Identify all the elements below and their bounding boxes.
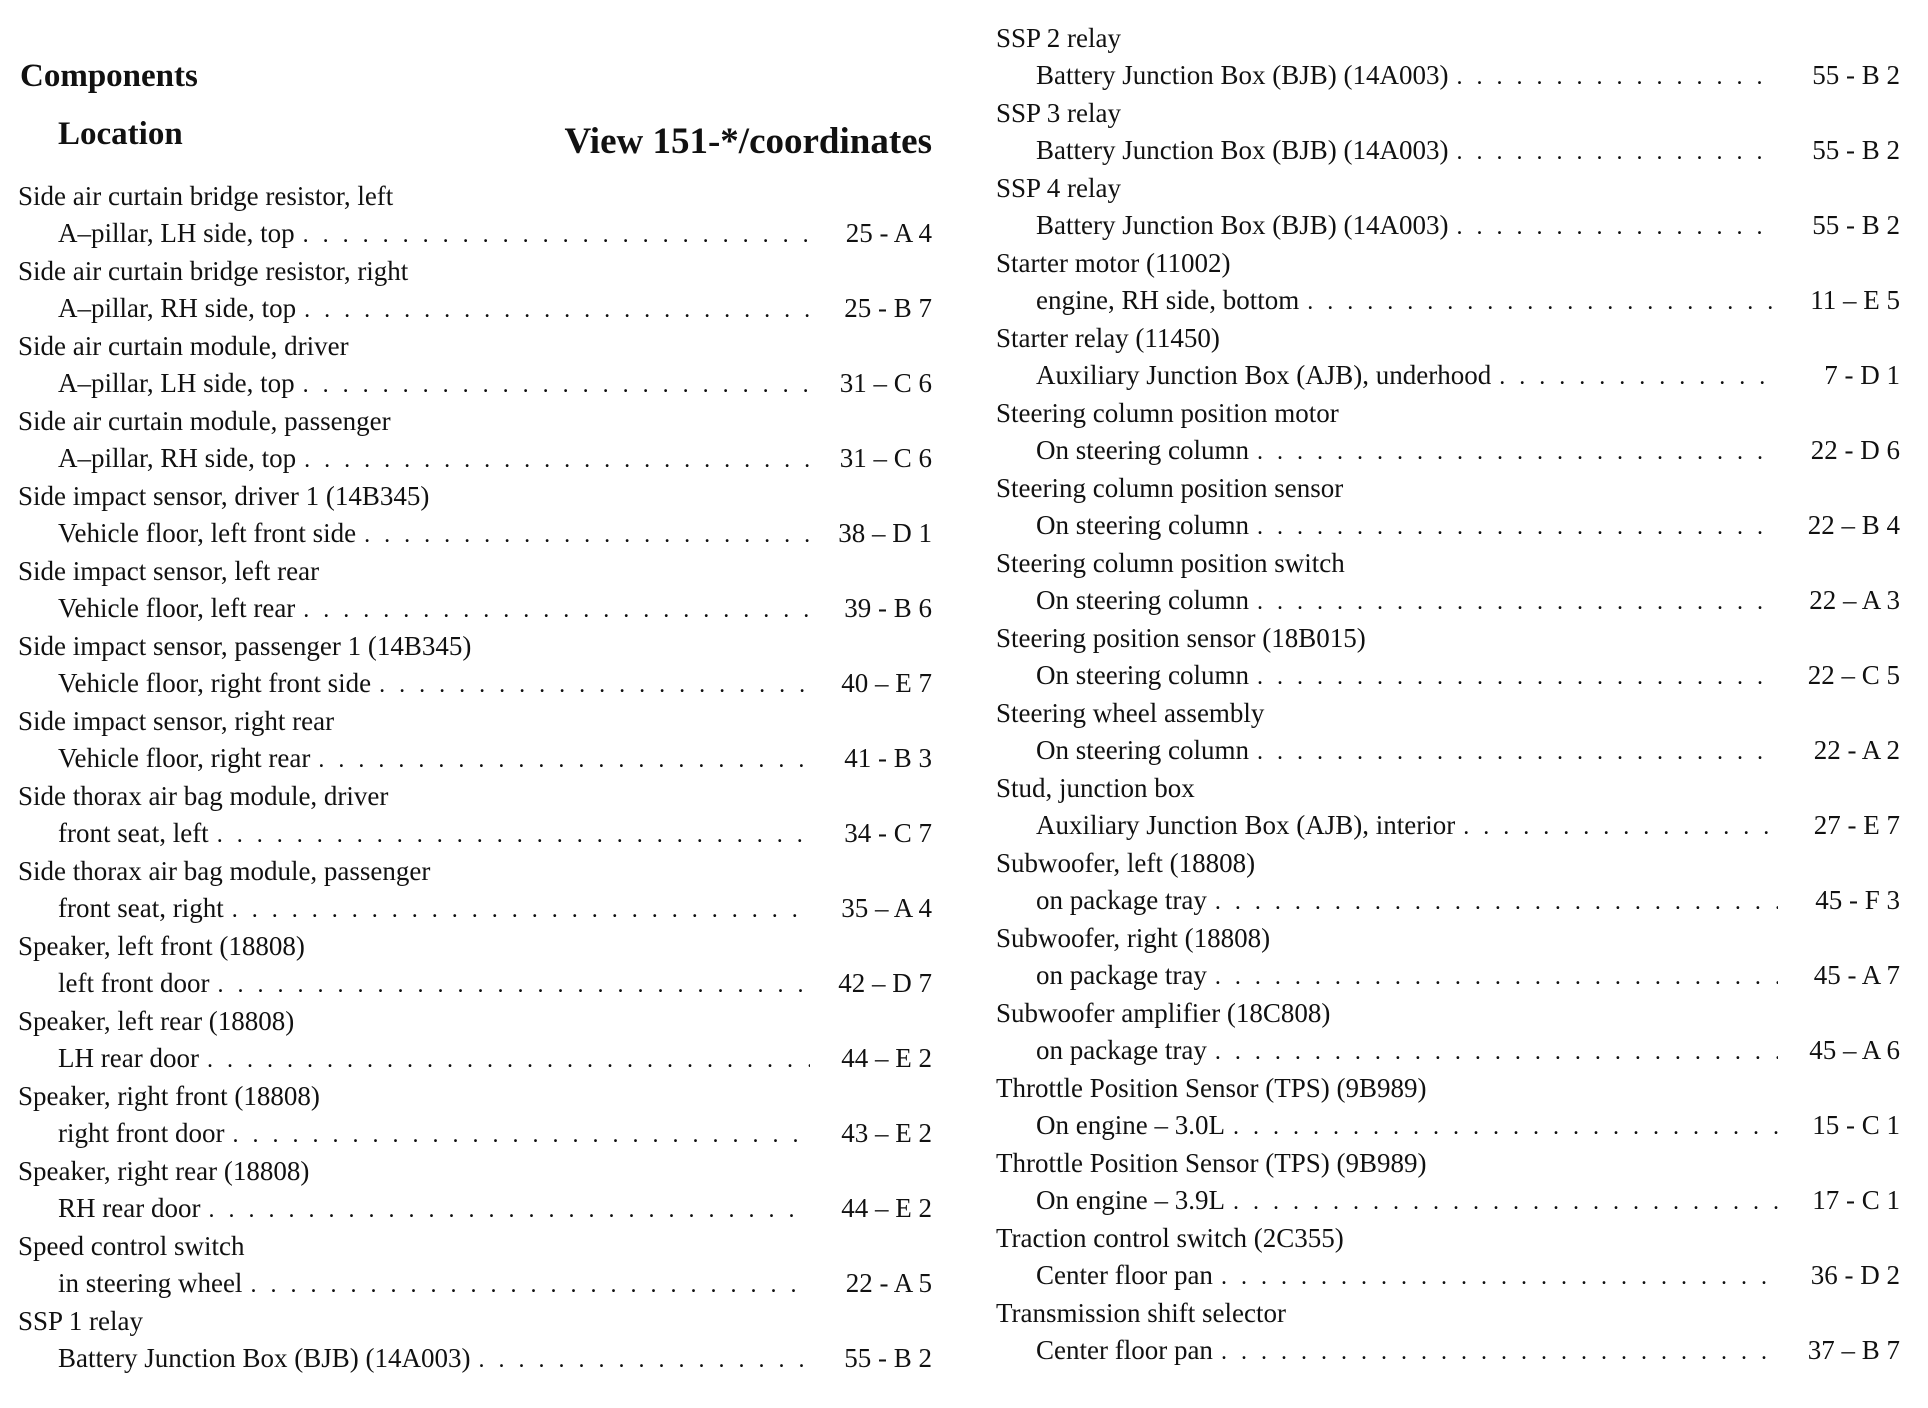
view-coordinate: 42 – D 7 [838, 968, 932, 998]
component-name: SSP 1 relay [18, 1306, 144, 1336]
component-name: Side air curtain module, passenger [18, 406, 391, 436]
dot-leader [1257, 434, 1778, 471]
view-coordinate: 38 – D 1 [838, 518, 932, 548]
component-name: Side impact sensor, right rear [18, 706, 335, 736]
location-text: front seat, left [58, 818, 209, 848]
component-entry [996, 19, 1900, 94]
view-coordinate: 37 – B 7 [1807, 1335, 1900, 1365]
view-coordinate: 25 - B 7 [844, 293, 932, 323]
view-coordinate: 22 - A 5 [845, 1268, 932, 1298]
dot-leader [1257, 659, 1778, 696]
location-text: RH rear door [58, 1193, 201, 1223]
component-name: SSP 2 relay [996, 23, 1122, 53]
dot-leader [1215, 1034, 1778, 1071]
location-text: On steering column [1036, 660, 1249, 690]
location-text: Battery Junction Box (BJB) (14A003) [1036, 135, 1449, 165]
location-line [18, 1265, 932, 1302]
view-coordinate: 43 – E 2 [841, 1118, 932, 1148]
location-line [18, 290, 932, 327]
component-entry [18, 327, 932, 402]
location-line [18, 1190, 932, 1227]
location-line [18, 965, 932, 1002]
component-entry [996, 94, 1900, 169]
dot-leader [304, 292, 810, 329]
location-line [996, 132, 1900, 169]
dot-leader [207, 1042, 810, 1079]
dot-leader [232, 1117, 810, 1154]
location-line [996, 1257, 1900, 1294]
component-name: Side air curtain module, driver [18, 331, 349, 361]
location-column-header: Location [58, 116, 183, 152]
section-title: Components [20, 58, 198, 94]
location-line [18, 215, 932, 252]
component-name: SSP 3 relay [996, 98, 1122, 128]
component-entry [996, 844, 1900, 919]
component-name: Starter motor (11002) [996, 248, 1231, 278]
dot-leader [304, 442, 810, 479]
dot-leader [379, 667, 810, 704]
view-coordinate: 39 - B 6 [844, 593, 932, 623]
view-coordinate: 45 – A 6 [1809, 1035, 1900, 1065]
dot-leader [303, 367, 810, 404]
location-text: A–pillar, RH side, top [58, 443, 297, 473]
location-text: on package tray [1036, 1035, 1207, 1065]
view-coordinate: 31 – C 6 [839, 443, 932, 473]
location-line [18, 590, 932, 627]
view-coordinate: 55 - B 2 [1812, 135, 1900, 165]
location-text: On steering column [1036, 435, 1249, 465]
component-entry [18, 1077, 932, 1152]
location-text: front seat, right [58, 893, 224, 923]
dot-leader [1221, 1334, 1778, 1371]
component-entry [18, 402, 932, 477]
component-name: Subwoofer amplifier (18C808) [996, 998, 1331, 1028]
location-text: A–pillar, LH side, top [58, 368, 295, 398]
component-name: Speaker, left rear (18808) [18, 1006, 295, 1036]
location-text: Battery Junction Box (BJB) (14A003) [58, 1343, 471, 1373]
location-text: Center floor pan [1036, 1335, 1213, 1365]
location-line [996, 57, 1900, 94]
location-line [996, 657, 1900, 694]
view-coordinate: 31 – C 6 [839, 368, 932, 398]
component-name: Traction control switch (2C355) [996, 1223, 1344, 1253]
dot-leader [1257, 734, 1778, 771]
component-entry [18, 552, 932, 627]
component-entry [996, 1144, 1900, 1219]
location-line [996, 732, 1900, 769]
heading-block [18, 58, 932, 174]
location-text: A–pillar, RH side, top [58, 293, 297, 323]
component-name: Steering column position motor [996, 398, 1339, 428]
location-line [18, 365, 932, 402]
view-coordinate: 45 - F 3 [1815, 885, 1900, 915]
component-entry [996, 394, 1900, 469]
location-line [18, 1115, 932, 1152]
location-line [996, 807, 1900, 844]
dot-leader [250, 1267, 810, 1304]
component-entry [18, 477, 932, 552]
component-name: Speed control switch [18, 1231, 245, 1261]
component-entry [996, 1219, 1900, 1294]
view-coordinate: 22 - A 2 [1813, 735, 1900, 765]
location-line [996, 1032, 1900, 1069]
location-line [18, 665, 932, 702]
location-text: A–pillar, LH side, top [58, 218, 295, 248]
location-line [996, 357, 1900, 394]
component-entry [18, 1002, 932, 1077]
component-name: Side impact sensor, left rear [18, 556, 320, 586]
dot-leader [1456, 209, 1778, 246]
location-line [996, 582, 1900, 619]
location-text: Vehicle floor, right rear [58, 743, 311, 773]
location-text: on package tray [1036, 960, 1207, 990]
location-text: On engine – 3.0L [1036, 1110, 1225, 1140]
dot-leader [208, 1192, 810, 1229]
location-text: Vehicle floor, right front side [58, 668, 372, 698]
location-line [996, 1107, 1900, 1144]
location-line [996, 957, 1900, 994]
component-name: Side impact sensor, driver 1 (14B345) [18, 481, 430, 511]
component-name: Side impact sensor, passenger 1 (14B345) [18, 631, 472, 661]
component-entry [996, 169, 1900, 244]
component-name: Side thorax air bag module, driver [18, 781, 389, 811]
location-text: Vehicle floor, left front side [58, 518, 357, 548]
location-text: Auxiliary Junction Box (AJB), interior [1036, 810, 1456, 840]
view-coordinate: 40 – E 7 [841, 668, 932, 698]
component-entry [18, 627, 932, 702]
dot-leader [1456, 59, 1778, 96]
component-entry [18, 852, 932, 927]
view-coordinates-column-header: View 151-*/coordinates [564, 121, 932, 162]
component-name: Speaker, right rear (18808) [18, 1156, 310, 1186]
location-line [996, 207, 1900, 244]
dot-leader [1215, 884, 1778, 921]
location-line [996, 1182, 1900, 1219]
component-entry [18, 927, 932, 1002]
component-name: Steering column position sensor [996, 473, 1344, 503]
view-coordinate: 15 - C 1 [1812, 1110, 1900, 1140]
location-text: Center floor pan [1036, 1260, 1213, 1290]
location-text: left front door [58, 968, 210, 998]
left-entry-list [18, 177, 932, 1377]
view-coordinate: 22 – C 5 [1807, 660, 1900, 690]
location-text: engine, RH side, bottom [1036, 285, 1300, 315]
dot-leader [318, 742, 810, 779]
location-line [18, 440, 932, 477]
component-name: Stud, junction box [996, 773, 1195, 803]
component-name: Starter relay (11450) [996, 323, 1220, 353]
view-coordinate: 11 – E 5 [1810, 285, 1900, 315]
component-name: Throttle Position Sensor (TPS) (9B989) [996, 1073, 1427, 1103]
view-coordinate: 35 – A 4 [841, 893, 932, 923]
dot-leader [1233, 1109, 1778, 1146]
view-coordinate: 45 - A 7 [1813, 960, 1900, 990]
view-coordinate: 22 - D 6 [1810, 435, 1900, 465]
component-name: Speaker, right front (18808) [18, 1081, 320, 1111]
dot-leader [303, 592, 810, 629]
component-entry [18, 702, 932, 777]
dot-leader [1499, 359, 1778, 396]
location-text: On steering column [1036, 510, 1249, 540]
dot-leader [1307, 284, 1778, 321]
location-text: on package tray [1036, 885, 1207, 915]
location-text: in steering wheel [58, 1268, 243, 1298]
dot-leader [1215, 959, 1778, 996]
view-coordinate: 41 - B 3 [844, 743, 932, 773]
view-coordinate: 44 – E 2 [841, 1043, 932, 1073]
component-name: Steering column position switch [996, 548, 1345, 578]
component-name: Side air curtain bridge resistor, left [18, 181, 394, 211]
component-entry [996, 319, 1900, 394]
view-coordinate: 7 - D 1 [1824, 360, 1900, 390]
component-entry [996, 919, 1900, 994]
location-line [996, 432, 1900, 469]
right-entry-list [996, 19, 1900, 1369]
component-name: Subwoofer, right (18808) [996, 923, 1271, 953]
component-entry [18, 252, 932, 327]
dot-leader [1257, 584, 1778, 621]
component-entry [996, 544, 1900, 619]
component-entry [18, 777, 932, 852]
component-name: Side thorax air bag module, passenger [18, 856, 431, 886]
component-entry [996, 469, 1900, 544]
location-text: Vehicle floor, left rear [58, 593, 296, 623]
view-coordinate: 55 - B 2 [844, 1343, 932, 1373]
component-name: Subwoofer, left (18808) [996, 848, 1256, 878]
view-coordinate: 55 - B 2 [1812, 210, 1900, 240]
component-entry [18, 1302, 932, 1377]
dot-leader [1233, 1184, 1778, 1221]
location-text: On steering column [1036, 735, 1249, 765]
location-line [18, 515, 932, 552]
view-coordinate: 44 – E 2 [841, 1193, 932, 1223]
dot-leader [232, 892, 810, 929]
component-entry [996, 694, 1900, 769]
location-line [996, 507, 1900, 544]
view-coordinate: 25 - A 4 [845, 218, 932, 248]
location-text: Auxiliary Junction Box (AJB), underhood [1036, 360, 1492, 390]
component-entry [996, 1069, 1900, 1144]
dot-leader [478, 1342, 810, 1379]
location-text: LH rear door [58, 1043, 199, 1073]
location-line [18, 1040, 932, 1077]
dot-leader [1221, 1259, 1778, 1296]
location-line [996, 1332, 1900, 1369]
view-coordinate: 17 - C 1 [1812, 1185, 1900, 1215]
view-coordinate: 36 - D 2 [1810, 1260, 1900, 1290]
dot-leader [303, 217, 810, 254]
view-coordinate: 34 - C 7 [844, 818, 932, 848]
dot-leader [1456, 134, 1778, 171]
location-text: On steering column [1036, 585, 1249, 615]
dot-leader [1257, 509, 1778, 546]
component-entry [996, 1294, 1900, 1369]
component-entry [18, 1227, 932, 1302]
component-entry [996, 769, 1900, 844]
component-entry [18, 1152, 932, 1227]
location-text: right front door [58, 1118, 225, 1148]
dot-leader [217, 967, 810, 1004]
component-name: SSP 4 relay [996, 173, 1122, 203]
dot-leader [364, 517, 810, 554]
view-coordinate: 22 – B 4 [1807, 510, 1900, 540]
component-name: Steering position sensor (18B015) [996, 623, 1366, 653]
component-entry [996, 994, 1900, 1069]
component-name: Throttle Position Sensor (TPS) (9B989) [996, 1148, 1427, 1178]
location-line [18, 815, 932, 852]
location-text: Battery Junction Box (BJB) (14A003) [1036, 210, 1449, 240]
component-entry [18, 177, 932, 252]
component-name: Speaker, left front (18808) [18, 931, 305, 961]
view-coordinate: 22 – A 3 [1809, 585, 1900, 615]
location-line [18, 1340, 932, 1377]
location-line [18, 890, 932, 927]
component-name: Steering wheel assembly [996, 698, 1265, 728]
component-name: Transmission shift selector [996, 1298, 1286, 1328]
location-line [996, 882, 1900, 919]
component-entry [996, 244, 1900, 319]
location-line [18, 740, 932, 777]
component-entry [996, 619, 1900, 694]
dot-leader [217, 817, 810, 854]
view-coordinate: 27 - E 7 [1813, 810, 1900, 840]
location-text: Battery Junction Box (BJB) (14A003) [1036, 60, 1449, 90]
component-name: Side air curtain bridge resistor, right [18, 256, 409, 286]
location-line [996, 282, 1900, 319]
location-text: On engine – 3.9L [1036, 1185, 1225, 1215]
view-coordinate: 55 - B 2 [1812, 60, 1900, 90]
dot-leader [1463, 809, 1778, 846]
